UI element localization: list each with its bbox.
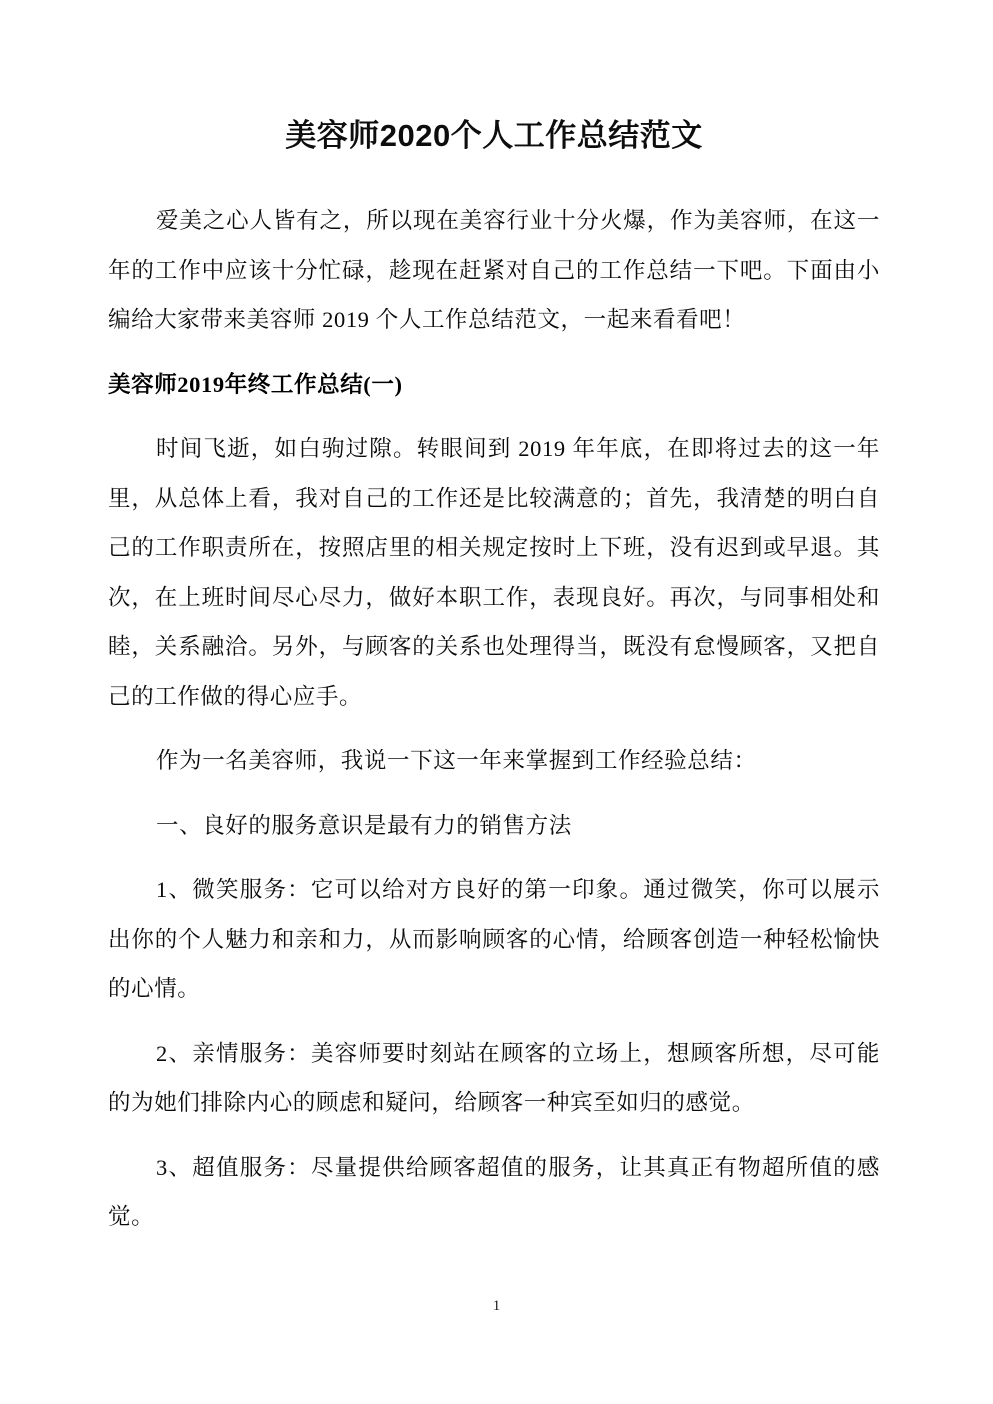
list-item-family-service: 2、亲情服务：美容师要时刻站在顾客的立场上，想顾客所想，尽可能的为她们排除内心的顾虑和疑问，给顾客一种宾至如归的感觉。	[108, 1040, 880, 1115]
paragraph-intro: 爱美之心人皆有之，所以现在美容行业十分火爆，作为美容师，在这一年的工作中应该十分忙碌，趁现在赶紧对自己的工作总结一下吧。下面由小编给大家带来美容师 2019 个人工作总结范文，一起来看看吧！	[108, 208, 880, 332]
section-heading-annual-summary: 美容师2019年终工作总结(一)	[108, 371, 403, 397]
title-spacer	[108, 160, 880, 196]
page-number: 1	[492, 1298, 501, 1314]
paragraph-experience-intro: 作为一名美容师，我说一下这一年来掌握到工作经验总结：	[156, 748, 757, 773]
page-title: 美容师2020个人工作总结范文	[285, 118, 703, 153]
list-heading-service-awareness: 一、良好的服务意识是最有力的销售方法	[156, 812, 572, 838]
list-item-smile-service: 1、微笑服务：它可以给对方良好的第一印象。通过微笑，你可以展示出你的个人魅力和亲和力，从而影响顾客的心情，给顾客创造一种轻松愉快的心情。	[108, 877, 880, 1001]
list-item-value-service: 3、超值服务：尽量提供给顾客超值的服务，让其真正有物超所值的感觉。	[108, 1154, 880, 1229]
paragraph-year-review: 时间飞逝，如白驹过隙。转眼间到 2019 年年底，在即将过去的这一年里，从总体上看，我对自己的工作还是比较满意的；首先，我清楚的明白自己的工作职责所在，按照店里的相关规定按时上下班，没有迟到或早退。其次，在上班时间尽心尽力，做好本职工作，表现良好。再次，与同事相处和睦，关系融洽。另外，与顾客的关系也处理得当，既没有怠慢顾客，又把自己的工作做的得心应手。	[108, 436, 880, 709]
document-body	[108, 100, 880, 1242]
